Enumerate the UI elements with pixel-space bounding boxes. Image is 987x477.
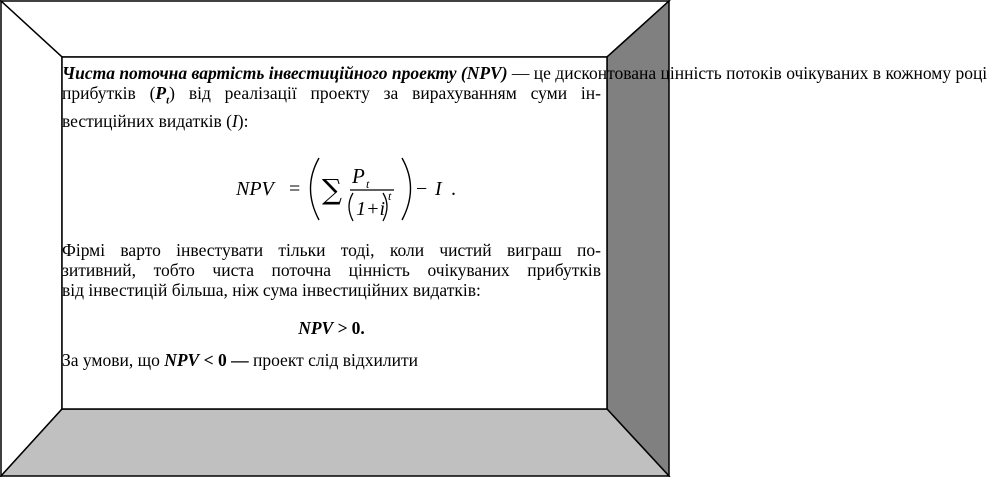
left-paren — [311, 158, 320, 220]
investment-rule — [62, 240, 601, 300]
denominator: 1+i — [356, 198, 386, 220]
numerator-subscript: t — [366, 177, 370, 191]
profit-symbol: P — [155, 83, 167, 103]
formula-equals: = — [289, 178, 301, 200]
rule-line-3: від інвестицій більша, ніж сума інвестиційних видатків: — [62, 280, 481, 300]
bevel-bottom — [1, 409, 669, 476]
npv-positive-condition: NPV > 0. — [298, 318, 365, 338]
formula-lhs: NPV — [236, 178, 274, 200]
npv-definition — [62, 63, 987, 131]
formula-period: . — [451, 178, 456, 200]
rule-line-2: зитивний, тобто чиста поточна цінність очікуваних прибутків — [62, 260, 601, 280]
numerator: P — [352, 164, 365, 188]
definition-line-1: Чиста поточна вартість інвестиційного проекту (NPV) — це дисконтована цінність потоків очікуваних в кожному році — [62, 63, 987, 83]
sum-sign: ∑ — [322, 173, 342, 206]
denominator-exponent: t — [388, 189, 392, 203]
investment-symbol: I — [231, 110, 238, 131]
npv-formula — [222, 154, 462, 226]
bevel-left — [1, 1, 62, 476]
formula-rhs: I — [435, 178, 442, 200]
formula-minus: − — [416, 178, 428, 200]
definition-line-2: прибутків $(P_t)$ від реалізації проекту за вирахуванням суми ін- — [62, 83, 601, 107]
right-paren — [402, 158, 411, 220]
definition-line-3: вестиційних видатків (I): — [62, 110, 249, 131]
content-panel — [62, 57, 987, 409]
denominator-left-paren — [349, 193, 353, 221]
rule-line-1: Фірмі варто інвестувати тільки тоді, коли чистий виграш по- — [62, 240, 601, 260]
bevel-top — [1, 1, 669, 57]
rejection-condition: За умови, що NPV < 0 — проект слід відхилити — [62, 350, 419, 370]
definition-term: Чиста поточна вартість інвестиційного проекту (NPV) — [62, 63, 508, 83]
